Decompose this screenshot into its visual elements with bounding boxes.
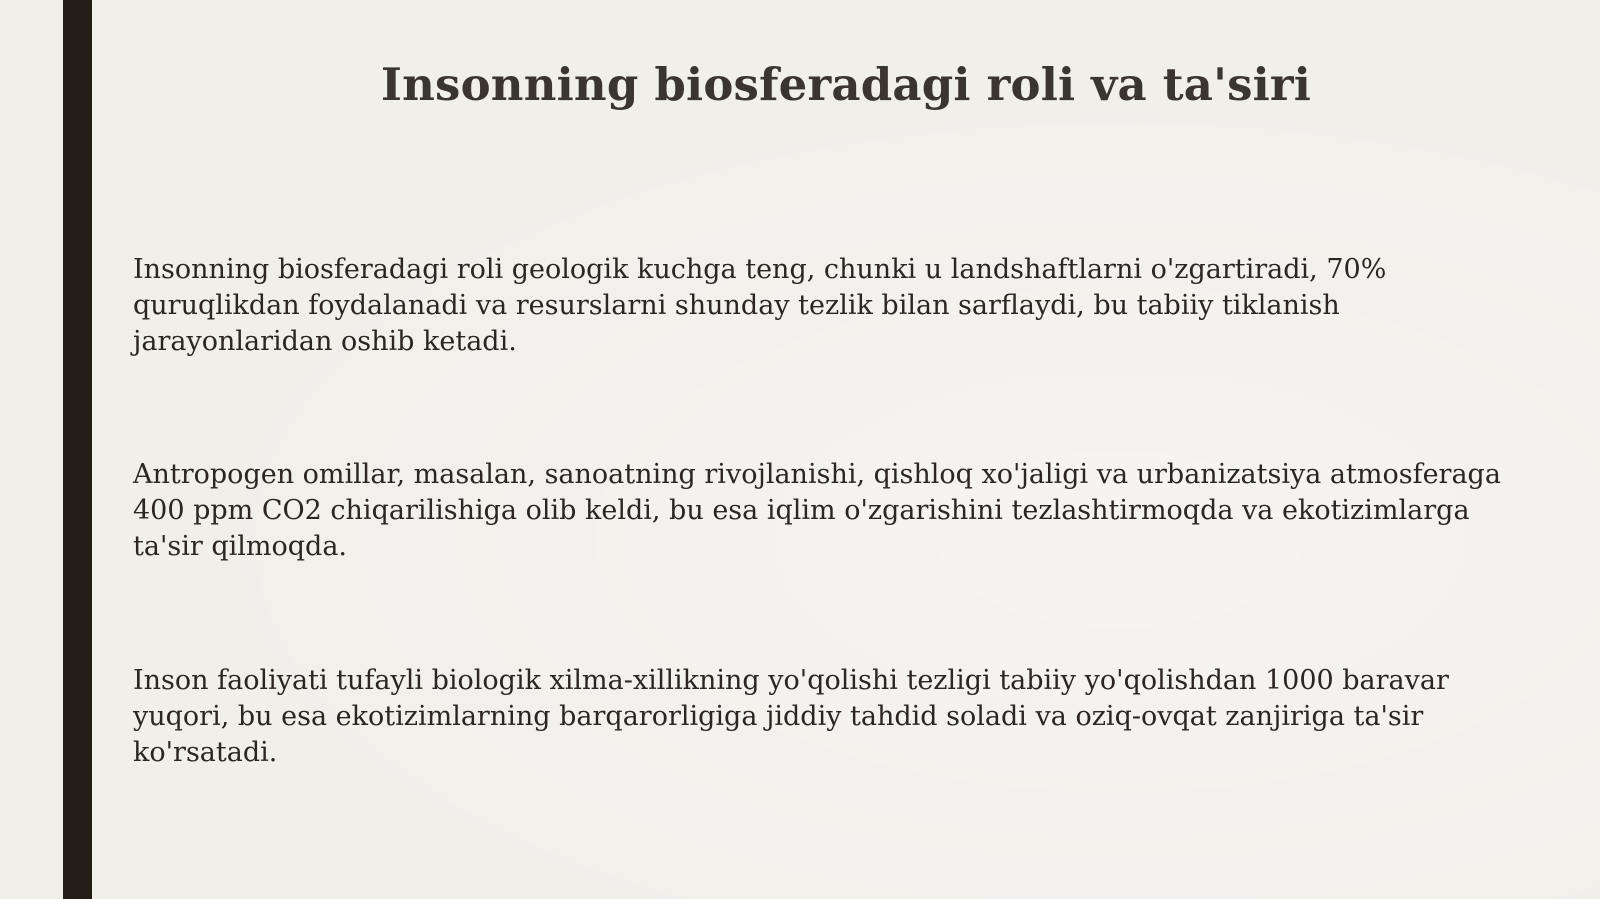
slide-title: Insonning biosferadagi roli va ta'siri — [380, 58, 1312, 111]
paragraph-1: Insonning biosferadagi roli geologik kuchga teng, chunki u landshaftlarni o'zgartiradi, 70% quruqlikdan foydalanadi va resurslarni shunday tezlik bilan sarflaydi, bu tabiiy tiklanish jarayonlaridan oshib ketadi. — [133, 254, 1387, 357]
paragraph-3: Inson faoliyati tufayli biologik xilma-xillikning yo'qolishi tezligi tabiiy yo'qolishdan 1000 baravar yuqori, bu esa ekotizimlarning barqarorligiga jiddiy tahdid soladi va oziq-ovqat zanjiriga ta'sir ko'rsatadi. — [133, 665, 1449, 768]
accent-bar — [63, 0, 92, 899]
paragraph-2: Antropogen omillar, masalan, sanoatning rivojlanishi, qishloq xo'jaligi va urbanizatsiya atmosferaga 400 ppm CO2 chiqarilishiga olib keldi, bu esa iqlim o'zgarishini tezlashtirmoqda va ekotizimlarga ta'sir qilmoqda. — [133, 459, 1501, 562]
